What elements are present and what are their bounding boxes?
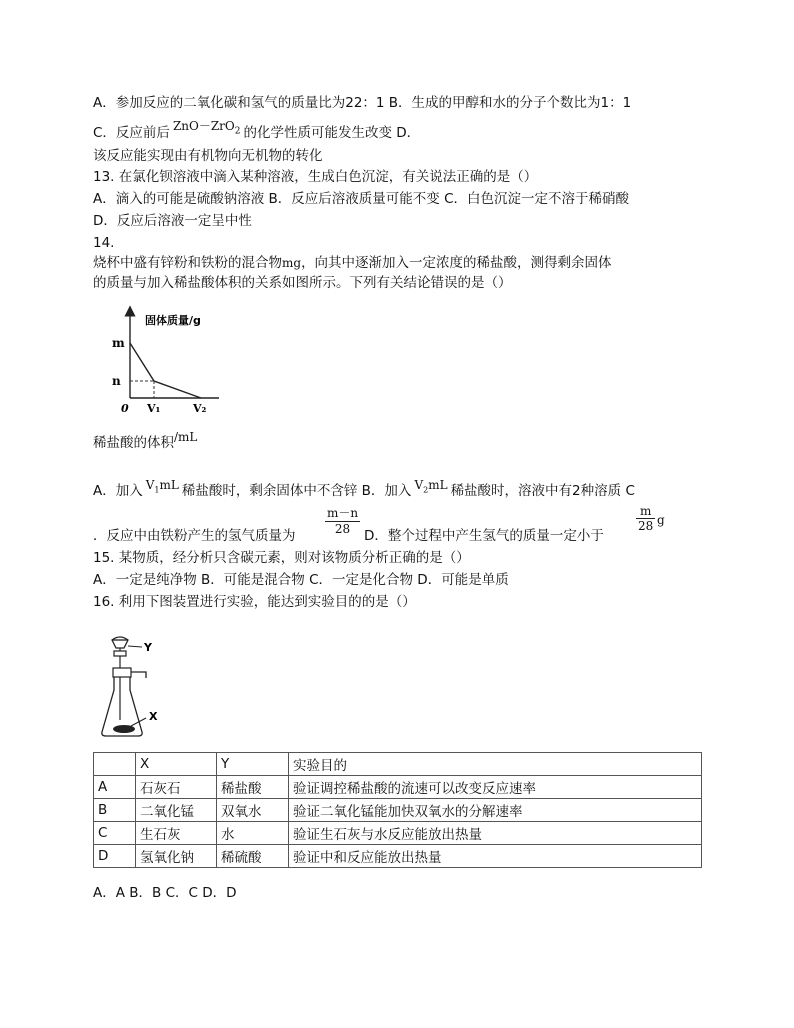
table-cell: 石灰石 (136, 776, 217, 799)
table-header-cell: X (136, 753, 217, 776)
table-header-cell (94, 753, 136, 776)
q14-option-d: D．整个过程中产生氢气的质量一定小于 (364, 528, 604, 544)
q12-option-c-pre: C．反应前后 (93, 125, 170, 141)
table-cell: 水 (217, 822, 289, 845)
table-cell: 二氧化锰 (136, 799, 217, 822)
label-y: Y (144, 641, 152, 654)
fraction-m-over-28: $\frac{m}{28}$ (638, 504, 654, 533)
q14-options-ab: A．加入 $V_1mL$ 稀盐酸时，剩余固体中不含锌 B．加入 $V_2mL$ 稀盐酸时，溶液中有2种溶质 C (93, 478, 635, 499)
table-cell: 氢氧化钠 (136, 845, 217, 868)
q14-number: 14. (93, 235, 115, 251)
table-header-row (94, 753, 702, 776)
unit-g: g (657, 513, 665, 527)
table-cell: 验证调控稀盐酸的流速可以改变反应速率 (289, 776, 702, 799)
experiment-table (93, 752, 702, 868)
label-y-pointer (128, 646, 142, 647)
table-row (94, 799, 702, 822)
q12-option-d: 该反应能实现由有机物向无机物的转化 (93, 148, 323, 164)
q15-options: A．一定是纯净物 B．可能是混合物 C．一定是化合物 D．可能是单质 (93, 572, 509, 588)
table-cell: 双氧水 (217, 799, 289, 822)
table-row (94, 822, 702, 845)
q13-options-abc: A．滴入的可能是硫酸钠溶液 B．反应后溶液质量可能不变 C．白色沉淀一定不溶于稀硝酸 (93, 191, 630, 207)
table-header-cell: 实验目的 (289, 753, 702, 776)
q12-options-ab: A．参加反应的二氧化碳和氢气的质量比为22：1 B．生成的甲醇和水的分子个数比为1：1 (93, 95, 632, 111)
table-row (94, 776, 702, 799)
table-cell: 稀盐酸 (217, 776, 289, 799)
flask-apparatus-diagram (98, 632, 178, 740)
table-cell: 验证生石灰与水反应能放出热量 (289, 822, 702, 845)
y-tick-n: n (112, 374, 121, 388)
mg-symbol: mg (282, 256, 302, 270)
table-cell: 稀硫酸 (217, 845, 289, 868)
y-tick-m: m (112, 336, 125, 350)
x-tick-v2: V₂ (193, 402, 207, 415)
q12-option-c-post: 的化学性质可能发生改变 D． (243, 125, 421, 141)
stopper (113, 668, 131, 677)
table-cell: 验证中和反应能放出热量 (289, 845, 702, 868)
table-header-cell: Y (217, 753, 289, 776)
solid-x (113, 725, 135, 733)
mass-volume-chart (95, 305, 225, 420)
q14-x-axis-label: 稀盐酸的体积/mL (93, 430, 198, 451)
table-cell: B (94, 799, 136, 822)
q13-stem: 13. 在氯化钡溶液中滴入某种溶液，生成白色沉淀，有关说法正确的是（） (93, 169, 538, 185)
q14-stem-line1: 烧杯中盛有锌粉和铁粉的混合物mg，向其中逐渐加入一定浓度的稀盐酸，测得剩余固体 (93, 255, 612, 271)
separatory-funnel (112, 637, 128, 648)
q12-option-c (93, 119, 421, 147)
fraction-m-minus-n-over-28: $\frac{m-n}{28}$ (327, 506, 359, 536)
q16-options: A．A B．B C．C D．D (93, 885, 237, 901)
table-cell: 验证二氧化锰能加快双氧水的分解速率 (289, 799, 702, 822)
x-tick-0: 0 (121, 402, 129, 415)
table-row (94, 845, 702, 868)
q14-option-c-pre: ．反应中由铁粉产生的氢气质量为 (93, 528, 296, 544)
table-cell: 生石灰 (136, 822, 217, 845)
x-tick-v1: V₁ (147, 402, 161, 415)
table-cell: A (94, 776, 136, 799)
label-x: X (149, 710, 158, 723)
q15-stem: 15. 某物质，经分析只含碳元素，则对该物质分析正确的是（） (93, 550, 470, 566)
table-cell: D (94, 845, 136, 868)
q14-stem-line2: 的质量与加入稀盐酸体积的关系如图所示。下列有关结论错误的是（） (93, 275, 512, 291)
y-axis-label: 固体质量/g (145, 314, 201, 327)
data-line (130, 343, 201, 398)
zno-zro2-formula: ZnO－ZrO$_2$ (172, 119, 241, 137)
stopcock (114, 651, 126, 656)
q13-option-d: D．反应后溶液一定呈中性 (93, 213, 252, 229)
table-cell: C (94, 822, 136, 845)
q16-stem: 16. 利用下图装置进行实验，能达到实验目的的是（） (93, 594, 416, 610)
